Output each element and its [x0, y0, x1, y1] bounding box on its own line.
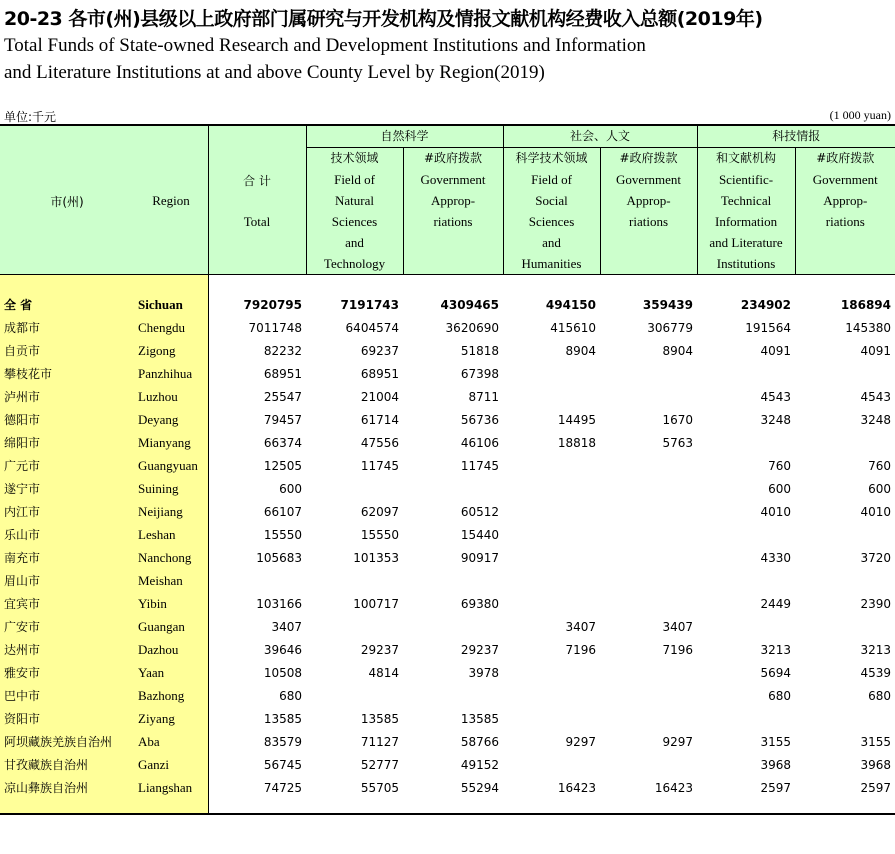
cell-nat: 4814: [368, 665, 399, 680]
cell-cn: 南充市: [4, 551, 41, 565]
header-soc-gov-en-1: Government: [616, 172, 682, 187]
table-row: [0, 730, 895, 753]
cell-nat: 69237: [360, 343, 399, 358]
cell-en: Yibin: [138, 595, 167, 611]
table-title-en-line1: Total Funds of State-owned Research and Development Institutions and Information: [4, 35, 646, 56]
cell-cn: 泸州市: [4, 390, 41, 404]
cell-soc-gov: 16423: [654, 780, 693, 795]
cell-info: 600: [768, 481, 791, 496]
cell-nat-gov: 51818: [460, 343, 499, 358]
header-soc-col: [503, 148, 600, 275]
cell-nat: 61714: [360, 412, 399, 427]
header-nat-col: [306, 148, 403, 275]
cell-nat-gov: [403, 684, 503, 707]
cell-cn: 甘孜藏族自治州: [4, 758, 89, 772]
cell-nat-gov: [403, 477, 503, 500]
cell-soc-gov: 306779: [647, 320, 693, 335]
table-row: [0, 408, 895, 431]
header-nat-en-4: and: [345, 235, 364, 250]
cell-info-gov: [795, 523, 895, 546]
cell-nat-gov: 58766: [460, 734, 499, 749]
header-soc-gov-cn: #政府拨款: [619, 151, 678, 165]
cell-cn: 眉山市: [4, 574, 41, 588]
cell-soc: [503, 385, 600, 408]
cell-soc-gov: [600, 362, 697, 385]
cell-soc: 9297: [565, 734, 596, 749]
cell-total: 10508: [263, 665, 302, 680]
cell-info-gov: 4543: [860, 389, 891, 404]
header-nat-en-1: Field of: [334, 172, 375, 187]
cell-soc: 14495: [557, 412, 596, 427]
cell-total: 82232: [263, 343, 302, 358]
cell-nat: 101353: [353, 550, 399, 565]
cell-info: 4330: [760, 550, 791, 565]
header-total-cell: [208, 126, 306, 275]
cell-en: Guangyuan: [138, 457, 198, 473]
cell-cn: 雅安市: [4, 666, 41, 680]
cell-total: 12505: [263, 458, 302, 473]
table-row: [0, 362, 895, 385]
cell-nat-gov: 90917: [460, 550, 499, 565]
cell-nat: 100717: [353, 596, 399, 611]
cell-soc-gov: 359439: [642, 297, 693, 312]
cell-nat-gov: 29237: [460, 642, 499, 657]
cell-en: Bazhong: [138, 687, 185, 703]
cell-soc-gov: [600, 753, 697, 776]
cell-soc: 494150: [545, 297, 596, 312]
cell-nat: [306, 477, 403, 500]
cell-info: 3248: [760, 412, 791, 427]
cell-soc: 415610: [550, 320, 596, 335]
cell-info-gov: [795, 707, 895, 730]
cell-soc: 18818: [557, 435, 596, 450]
cell-info: [697, 569, 795, 592]
header-soc-en-4: and: [542, 235, 561, 250]
cell-cn: 遂宁市: [4, 482, 41, 496]
cell-nat-gov: 15440: [460, 527, 499, 542]
cell-soc: [503, 592, 600, 615]
cell-cn: 广元市: [4, 459, 41, 473]
table-row: [0, 385, 895, 408]
header-info-gov-cn: #政府拨款: [816, 151, 875, 165]
header-soc-en-5: Humanities: [521, 256, 582, 271]
cell-total: 13585: [263, 711, 302, 726]
cell-cn: 成都市: [4, 321, 41, 335]
cell-cn: 广安市: [4, 620, 41, 634]
cell-info-gov: 4091: [860, 343, 891, 358]
cell-nat: 29237: [360, 642, 399, 657]
table-row: [0, 753, 895, 776]
cell-total: 66374: [263, 435, 302, 450]
cell-nat-gov: 8711: [468, 389, 499, 404]
cell-nat: 7191743: [340, 297, 399, 312]
cell-nat: 62097: [360, 504, 399, 519]
header-soc-en-1: Field of: [531, 172, 572, 187]
table-row: [0, 293, 895, 316]
header-nat-group-1: 自然科学: [306, 126, 503, 148]
header-nat-gov-en-2: Approp-: [430, 193, 476, 208]
cell-soc-gov: [600, 684, 697, 707]
cell-info-gov: 145380: [845, 320, 891, 335]
cell-soc: [503, 753, 600, 776]
cell-info: 3155: [760, 734, 791, 749]
cell-nat-gov: 4309465: [440, 297, 499, 312]
cell-nat-gov: 56736: [460, 412, 499, 427]
table-row: [0, 661, 895, 684]
cell-total: 68951: [263, 366, 302, 381]
cell-info: 4010: [760, 504, 791, 519]
cell-soc-gov: [600, 500, 697, 523]
cell-info-gov: 3248: [860, 412, 891, 427]
cell-info: 5694: [760, 665, 791, 680]
header-nat-gov-en-1: Government: [420, 172, 486, 187]
cell-cn: 乐山市: [4, 528, 41, 542]
unit-label-cn: 单位:千元: [4, 110, 57, 124]
table-row: [0, 500, 895, 523]
header-info-en-3: Information: [714, 214, 778, 229]
cell-soc-gov: [600, 569, 697, 592]
cell-nat-gov: [403, 615, 503, 638]
table-body: [0, 275, 895, 813]
cell-soc-gov: [600, 523, 697, 546]
header-soc-cn: 科学技术领域: [515, 151, 588, 165]
cell-soc-gov: 9297: [662, 734, 693, 749]
header-info-en-1: Scientific-: [718, 172, 774, 187]
cell-soc: [503, 569, 600, 592]
cell-nat-gov: [403, 569, 503, 592]
cell-soc: [503, 500, 600, 523]
cell-info-gov: 4010: [860, 504, 891, 519]
cell-nat: 71127: [360, 734, 399, 749]
header-nat-gov-col: [403, 148, 503, 275]
cell-soc-gov: 3407: [662, 619, 693, 634]
header-info-gov-col: [795, 148, 895, 275]
cell-nat: 11745: [360, 458, 399, 473]
header-info-gov-en-3: riations: [825, 214, 865, 229]
cell-soc-gov: 7196: [662, 642, 693, 657]
cell-info: [697, 362, 795, 385]
cell-nat: 15550: [360, 527, 399, 542]
cell-soc: [503, 362, 600, 385]
cell-soc: 8904: [565, 343, 596, 358]
cell-en: Meishan: [138, 572, 183, 588]
cell-nat-gov: 13585: [460, 711, 499, 726]
cell-soc-gov: [600, 385, 697, 408]
header-soc-gov-en-2: Approp-: [626, 193, 671, 208]
cell-nat: 68951: [360, 366, 399, 381]
cell-total: 83579: [263, 734, 302, 749]
cell-soc-gov: 1670: [662, 412, 693, 427]
cell-info-gov: 186894: [840, 297, 891, 312]
cell-soc: [503, 523, 600, 546]
table-row: [0, 638, 895, 661]
cell-total: 7920795: [243, 297, 302, 312]
cell-total: 600: [279, 481, 302, 496]
cell-info: 234902: [740, 297, 791, 312]
cell-en: Mianyang: [138, 434, 191, 450]
cell-total: 25547: [263, 389, 302, 404]
header-nat-gov-en-3: riations: [433, 214, 473, 229]
table-row: [0, 316, 895, 339]
cell-info: 2449: [760, 596, 791, 611]
cell-soc-gov: 8904: [662, 343, 693, 358]
cell-cn: 绵阳市: [4, 436, 41, 450]
cell-total: 39646: [263, 642, 302, 657]
table-row: [0, 776, 895, 799]
cell-en: Deyang: [138, 411, 179, 427]
cell-nat: 47556: [360, 435, 399, 450]
cell-nat-gov: 3620690: [445, 320, 499, 335]
cell-soc-gov: [600, 454, 697, 477]
cell-soc-gov: [600, 707, 697, 730]
cell-soc: [503, 684, 600, 707]
cell-cn: 巴中市: [4, 689, 41, 703]
cell-total: 680: [279, 688, 302, 703]
table-row: [0, 431, 895, 454]
header-soc-gov-en-3: riations: [629, 214, 669, 229]
cell-info-gov: [795, 615, 895, 638]
cell-soc-gov: [600, 661, 697, 684]
cell-soc-gov: [600, 546, 697, 569]
cell-soc: [503, 707, 600, 730]
table-row: [0, 684, 895, 707]
header-nat-en-5: Technology: [323, 256, 386, 271]
cell-info: 2597: [760, 780, 791, 795]
header-soc-group-1: 社会、人文: [503, 126, 697, 148]
header-info-col: [697, 148, 795, 275]
cell-info: [697, 523, 795, 546]
cell-en: Dazhou: [138, 641, 179, 657]
cell-cn: 攀枝花市: [4, 367, 53, 381]
cell-en: Luzhou: [138, 388, 178, 404]
table-row: [0, 339, 895, 362]
cell-soc: [503, 477, 600, 500]
cell-info-gov: 3213: [860, 642, 891, 657]
cell-total: [208, 569, 306, 592]
header-info-gov-en-2: Approp-: [823, 193, 868, 208]
cell-cn: 自贡市: [4, 344, 41, 358]
cell-nat-gov: 60512: [460, 504, 499, 519]
cell-soc: [503, 661, 600, 684]
cell-en: Chengdu: [138, 319, 185, 335]
cell-info-gov: 680: [868, 688, 891, 703]
cell-en: Neijiang: [138, 503, 183, 519]
cell-cn: 达州市: [4, 643, 41, 657]
cell-info: 191564: [745, 320, 791, 335]
cell-soc-gov: [600, 592, 697, 615]
header-nat-en-3: Sciences: [331, 214, 378, 229]
cell-nat: [306, 615, 403, 638]
bottom-rule: [0, 813, 895, 815]
cell-en: Sichuan: [138, 296, 183, 312]
table-row: [0, 592, 895, 615]
cell-en: Liangshan: [138, 779, 193, 795]
cell-nat: 21004: [360, 389, 399, 404]
table-row: [0, 477, 895, 500]
cell-total: 103166: [256, 596, 302, 611]
cell-info: [697, 431, 795, 454]
table-row: [0, 454, 895, 477]
cell-en: Yaan: [138, 664, 165, 680]
cell-soc: 7196: [565, 642, 596, 657]
cell-total: 79457: [263, 412, 302, 427]
cell-en: Nanchong: [138, 549, 192, 565]
cell-info-gov: 2390: [860, 596, 891, 611]
cell-cn: 资阳市: [4, 712, 41, 726]
cell-info: [697, 615, 795, 638]
table-title-cn: 20-23 各市(州)县级以上政府部门属研究与开发机构及情报文献机构经费收入总额(2019年): [4, 8, 763, 30]
cell-nat: [306, 569, 403, 592]
header-nat-cn: 技术领域: [330, 151, 379, 165]
header-info-en-2: Technical: [720, 193, 772, 208]
header-region-label: Region: [152, 193, 190, 208]
cell-info: 680: [768, 688, 791, 703]
cell-soc: 3407: [565, 619, 596, 634]
cell-nat-gov: 67398: [460, 366, 499, 381]
cell-en: Suining: [138, 480, 179, 496]
cell-info-gov: [795, 431, 895, 454]
cell-en: Zigong: [138, 342, 176, 358]
cell-info-gov: [795, 569, 895, 592]
header-soc-en-2: Social: [535, 193, 568, 208]
cell-total: 3407: [271, 619, 302, 634]
cell-soc: 16423: [557, 780, 596, 795]
cell-en: Aba: [138, 733, 160, 749]
cell-total: 56745: [263, 757, 302, 772]
header-info-en-5: Institutions: [716, 256, 776, 271]
cell-nat-gov: 46106: [460, 435, 499, 450]
cell-en: Ganzi: [138, 756, 170, 772]
cell-nat: 6404574: [345, 320, 399, 335]
cell-nat: 55705: [360, 780, 399, 795]
header-info-en-4: and Literature: [709, 235, 783, 250]
cell-info-gov: 760: [868, 458, 891, 473]
cell-info-gov: 600: [868, 481, 891, 496]
table-title-en-line2: and Literature Institutions at and above County Level by Region(2019): [4, 62, 545, 83]
cell-total: 105683: [256, 550, 302, 565]
cell-total: 74725: [263, 780, 302, 795]
cell-info-gov: 3155: [860, 734, 891, 749]
cell-nat: [306, 684, 403, 707]
cell-nat-gov: 11745: [460, 458, 499, 473]
cell-info: 4543: [760, 389, 791, 404]
cell-total: 7011748: [248, 320, 302, 335]
cell-nat-gov: 69380: [460, 596, 499, 611]
header-total-cn: 合 计: [243, 174, 271, 188]
header-nat-gov-cn: #政府拨款: [423, 151, 483, 165]
table-row: [0, 615, 895, 638]
cell-cn: 凉山彝族自治州: [4, 781, 89, 795]
cell-cn: 阿坝藏族羌族自治州: [4, 735, 113, 749]
cell-info: 3213: [760, 642, 791, 657]
cell-en: Leshan: [138, 526, 176, 542]
header-soc-en-3: Sciences: [528, 214, 575, 229]
table-row: [0, 707, 895, 730]
cell-cn: 宜宾市: [4, 597, 41, 611]
cell-total: 66107: [263, 504, 302, 519]
cell-info: 4091: [760, 343, 791, 358]
cell-soc: [503, 546, 600, 569]
cell-soc: [503, 454, 600, 477]
header-nat-en-2: Natural: [335, 193, 374, 208]
cell-cn: 全 省: [4, 298, 33, 312]
cell-info: [697, 707, 795, 730]
cell-total: 15550: [263, 527, 302, 542]
table-row: [0, 546, 895, 569]
header-info-group-1: 科技情报: [697, 126, 895, 148]
cell-cn: 德阳市: [4, 413, 41, 427]
data-table: [0, 293, 895, 799]
cell-nat-gov: 49152: [460, 757, 499, 772]
header-total-en: Total: [243, 214, 271, 229]
cell-cn: 内江市: [4, 505, 41, 519]
cell-soc-gov: 5763: [662, 435, 693, 450]
unit-label-en: (1 000 yuan): [829, 108, 891, 122]
cell-info: 760: [768, 458, 791, 473]
table-row: [0, 569, 895, 592]
header-city-label: 市(州): [50, 195, 84, 209]
header-soc-gov-col: [600, 148, 697, 275]
cell-en: Panzhihua: [138, 365, 193, 381]
cell-info-gov: [795, 362, 895, 385]
cell-en: Guangan: [138, 618, 185, 634]
cell-info-gov: 3968: [860, 757, 891, 772]
cell-nat-gov: 55294: [460, 780, 499, 795]
cell-info-gov: 4539: [860, 665, 891, 680]
table-row: [0, 523, 895, 546]
cell-soc-gov: [600, 477, 697, 500]
cell-info-gov: 2597: [860, 780, 891, 795]
cell-nat-gov: 3978: [468, 665, 499, 680]
cell-info: 3968: [760, 757, 791, 772]
cell-nat: 13585: [360, 711, 399, 726]
header-info-gov-en-1: Government: [812, 172, 878, 187]
cell-nat: 52777: [360, 757, 399, 772]
cell-en: Ziyang: [138, 710, 175, 726]
header-info-cn: 和文献机构: [716, 151, 777, 165]
cell-info-gov: 3720: [860, 550, 891, 565]
